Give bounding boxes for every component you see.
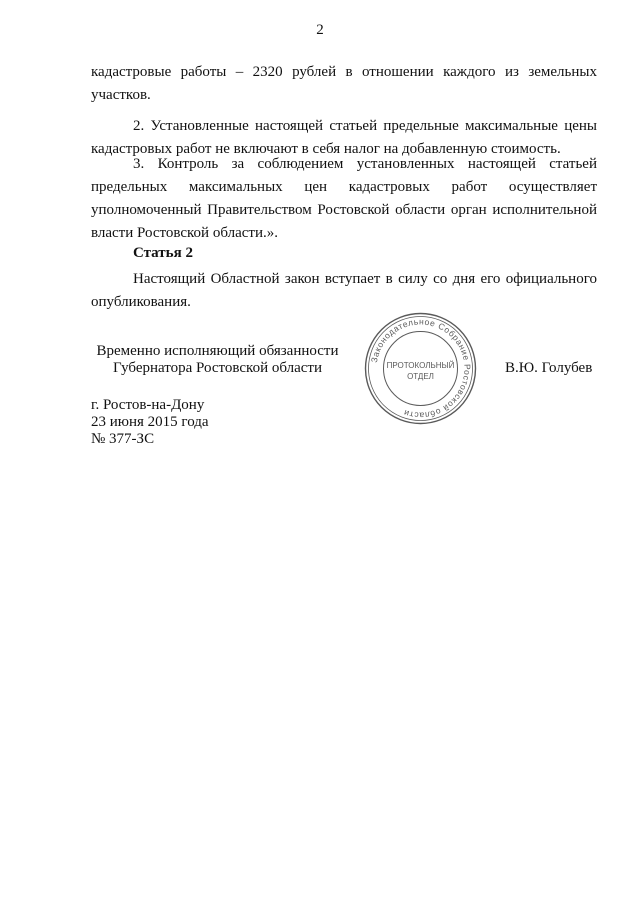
paragraph-continuation — [91, 61, 597, 107]
paragraph-article-2 — [91, 268, 597, 314]
paragraph-text: кадастровые работы – 2320 рублей в отношении каждого из земельных участков. — [91, 64, 597, 103]
city: г. Ростов-на-Дону — [91, 397, 205, 413]
official-stamp — [363, 311, 478, 426]
paragraph-text: 3. Контроль за соблюдением установленных настоящей статьей предельных максимальных цен кадастровых работ осуществляет уполномоченный Правительством Ростовской области орган исполнительной власти Ростовской области.». — [91, 156, 597, 241]
stamp-inner-line1: ПРОТОКОЛЬНЫЙ — [386, 361, 455, 370]
signatory-name: В.Ю. Голубев — [505, 360, 593, 376]
stamp-ring-text: Законодательное Собрание Ростовской области — [368, 316, 473, 421]
article-heading: Статья 2 — [133, 245, 193, 261]
page-number: 2 — [316, 22, 324, 38]
paragraph-text: Настоящий Областной закон вступает в силу со дня его официального опубликования. — [91, 271, 597, 310]
place-date-block — [91, 397, 209, 448]
signatory-title-line2: Губернатора Ростовской области — [112, 360, 322, 376]
signatory-title-line1: Временно исполняющий обязанности — [96, 343, 339, 359]
stamp-seal-graphic — [363, 311, 478, 426]
paragraph-3 — [91, 153, 597, 245]
law-number: № 377-ЗС — [91, 431, 155, 447]
stamp-inner-line2: ОТДЕЛ — [407, 372, 434, 381]
paragraph-text: 2. Установленные настоящей статьей предельные максимальные цены кадастровых работ не включают в себя налог на добавленную стоимость. — [91, 118, 597, 157]
signatory-title — [95, 343, 340, 377]
date: 23 июня 2015 года — [91, 414, 209, 430]
